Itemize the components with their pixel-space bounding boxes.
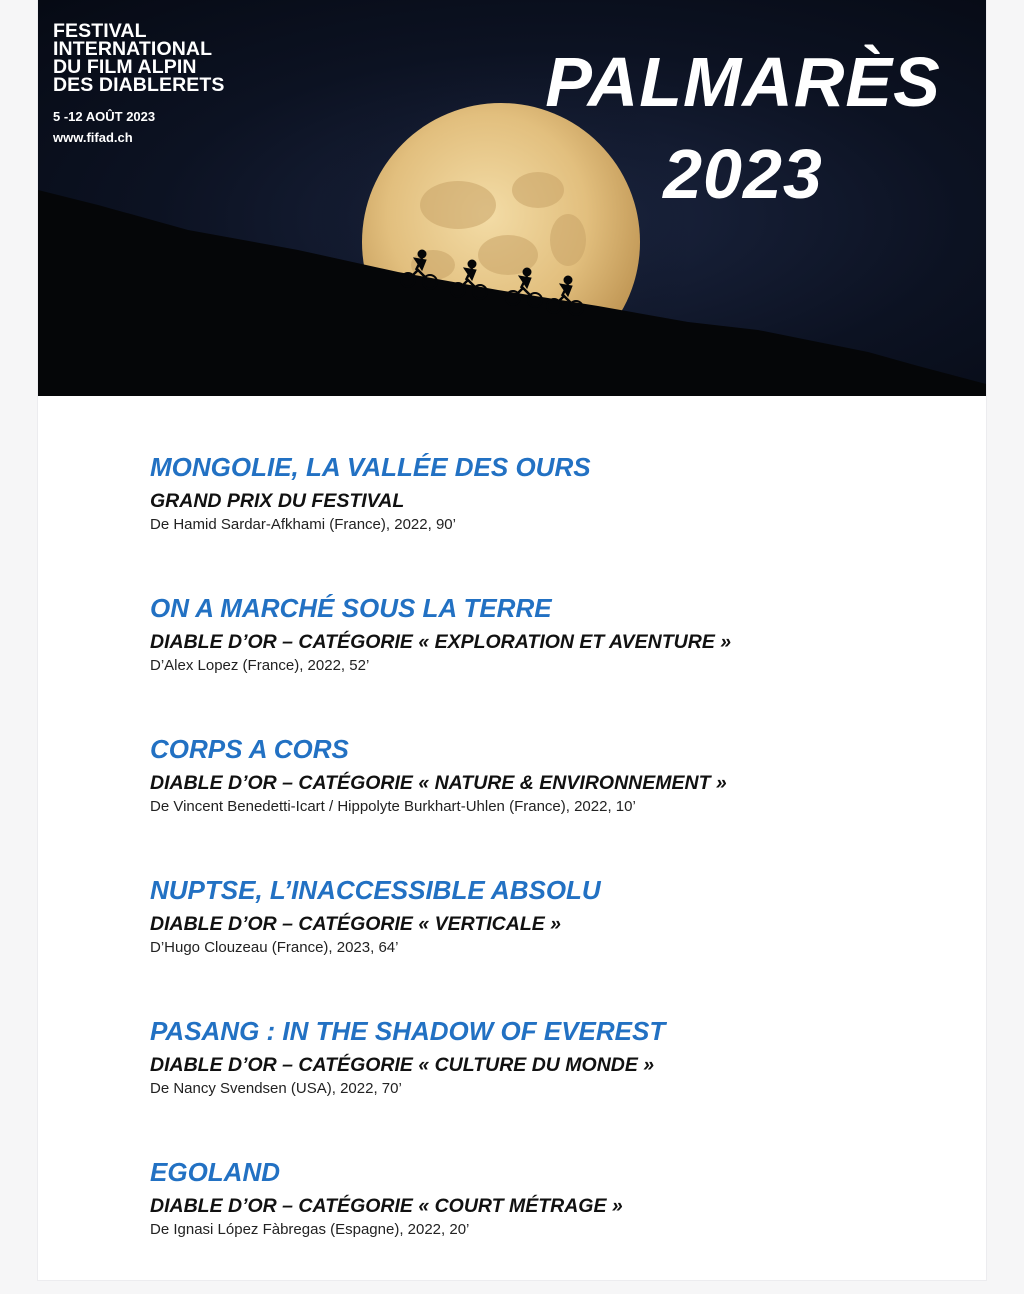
award-entry <box>150 730 970 871</box>
film-credits: De Nancy Svendsen (USA), 2022, 70’ <box>150 1080 402 1097</box>
festival-name-line: FESTIVAL <box>53 20 147 42</box>
award-entry <box>150 871 970 1012</box>
palmares-headline <box>508 36 978 220</box>
prize-name: DIABLE D’OR – CATÉGORIE « NATURE & ENVIRONNEMENT » <box>150 772 727 794</box>
award-entry <box>150 589 970 730</box>
prize-name: GRAND PRIX DU FESTIVAL <box>150 490 405 512</box>
film-credits: De Ignasi López Fàbregas (Espagne), 2022, 20’ <box>150 1221 470 1238</box>
award-entry <box>150 1153 970 1294</box>
festival-dates: 5 -12 AOÛT 2023 <box>53 109 156 124</box>
award-entry <box>150 448 970 589</box>
prize-name: DIABLE D’OR – CATÉGORIE « VERTICALE » <box>150 913 562 935</box>
festival-name-line: DU FILM ALPIN <box>53 56 197 78</box>
film-title: ON A MARCHÉ SOUS LA TERRE <box>150 593 552 623</box>
festival-name-line: INTERNATIONAL <box>53 38 213 60</box>
film-credits: D’Hugo Clouzeau (France), 2023, 64’ <box>150 939 399 956</box>
film-title: MONGOLIE, LA VALLÉE DES OURS <box>150 452 591 482</box>
awards-list <box>150 448 970 1294</box>
festival-name-line: DES DIABLERETS <box>53 74 225 96</box>
festival-website-link[interactable]: www.fifad.ch <box>53 130 133 145</box>
film-title: EGOLAND <box>150 1157 280 1187</box>
film-credits: De Hamid Sardar-Afkhami (France), 2022, 90’ <box>150 516 456 533</box>
film-title: CORPS A CORS <box>150 734 349 764</box>
film-credits: De Vincent Benedetti-Icart / Hippolyte Burkhart-Uhlen (France), 2022, 10’ <box>150 798 636 815</box>
headline-year: 2023 <box>663 135 823 213</box>
festival-name <box>53 22 225 94</box>
prize-name: DIABLE D’OR – CATÉGORIE « COURT MÉTRAGE » <box>150 1195 623 1217</box>
prize-name: DIABLE D’OR – CATÉGORIE « EXPLORATION ET AVENTURE » <box>150 631 732 653</box>
award-entry <box>150 1012 970 1153</box>
film-title: NUPTSE, L’INACCESSIBLE ABSOLU <box>150 875 601 905</box>
film-credits: D’Alex Lopez (France), 2022, 52’ <box>150 657 370 674</box>
header-banner <box>38 0 986 396</box>
film-title: PASANG : IN THE SHADOW OF EVEREST <box>150 1016 666 1046</box>
prize-name: DIABLE D’OR – CATÉGORIE « CULTURE DU MONDE » <box>150 1054 655 1076</box>
headline-word: PALMARÈS <box>545 43 941 121</box>
